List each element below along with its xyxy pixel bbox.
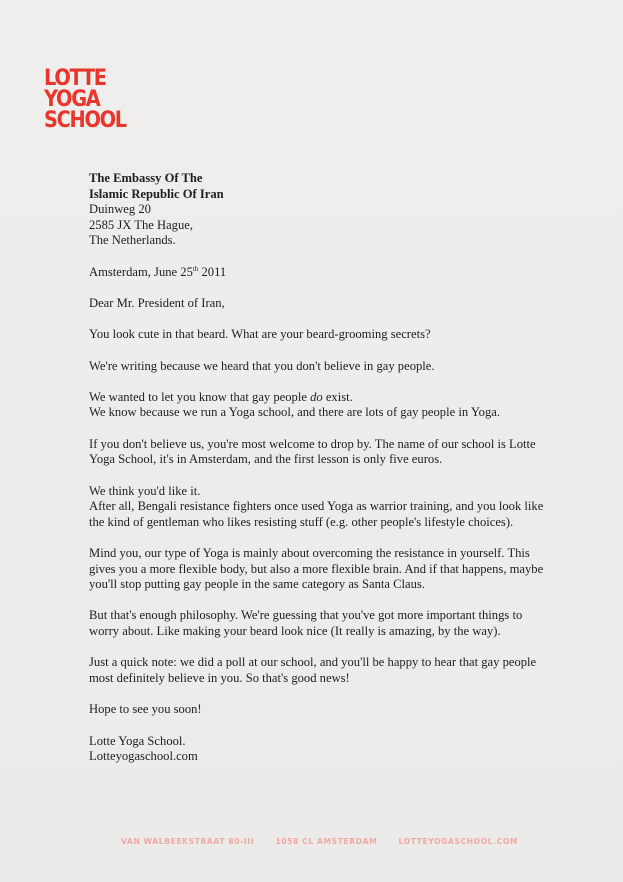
paragraph <box>89 327 549 343</box>
paragraph <box>89 655 549 686</box>
address-line: Islamic Republic Of Iran <box>89 186 224 201</box>
paragraph-line: Mind you, our type of Yoga is mainly about overcoming the resistance in yourself. This <box>89 546 530 560</box>
address-line: Duinweg 20 <box>89 202 151 217</box>
paragraph-line: you'll stop putting gay people in the same category as Santa Claus. <box>89 577 425 592</box>
closing-text: Hope to see you soon! <box>89 702 202 717</box>
paragraph-line: Yoga School, it's in Amsterdam, and the first lesson is only five euros. <box>89 452 443 467</box>
salutation-text: Dear Mr. President of Iran, <box>89 295 225 310</box>
paragraph <box>89 437 549 468</box>
letter-body <box>89 171 549 780</box>
logo-line: SCHOOL <box>44 107 126 133</box>
paragraph-line: You look cute in that beard. What are your beard-grooming secrets? <box>89 327 431 342</box>
date-suffix: th <box>192 264 199 273</box>
paragraph-line: After all, Bengali resistance fighters once used Yoga as warrior training, and you look like <box>89 499 544 514</box>
salutation <box>89 296 549 312</box>
logo-line: LOTTE <box>44 65 106 91</box>
letter-date <box>89 265 549 281</box>
school-logo <box>44 65 126 133</box>
paragraph <box>89 390 549 421</box>
address-line: The Netherlands. <box>89 233 176 248</box>
paragraph-line: the kind of gentleman who likes resisting stuff (e.g. other people's lifestyle choices). <box>89 514 514 529</box>
paragraph-line: worry about. Like making your beard look nice (It really is amazing, by the way). <box>89 624 501 639</box>
footer-street: VAN WALBEEKSTRAAT 80-III <box>121 837 255 846</box>
paragraph-line: We're writing because we heard that you don't believe in gay people. <box>89 358 435 373</box>
closing <box>89 702 549 718</box>
paragraph <box>89 359 549 375</box>
paragraph-line: We know because we run a Yoga school, and there are lots of gay people in Yoga. <box>89 405 500 420</box>
address-line: The Embassy Of The <box>89 171 203 185</box>
letterhead-footer <box>121 837 536 846</box>
footer-website: LOTTEYOGASCHOOL.COM <box>398 837 519 846</box>
paragraph-line: Just a quick note: we did a poll at our school, and you'll be happy to hear that gay people <box>89 655 537 670</box>
paragraph-line: most definitely believe in you. So that's good news! <box>89 670 350 685</box>
date-text: Amsterdam, June 25 <box>89 264 193 279</box>
paragraph-text: exist. <box>322 389 353 404</box>
paragraph-line: If you don't believe us, you're most welcome to drop by. The name of our school is Lotte <box>89 436 536 451</box>
paragraph <box>89 484 549 531</box>
recipient-address <box>89 171 549 249</box>
paragraph-line: We think you'd like it. <box>89 483 201 498</box>
emphasis-text: do <box>310 389 323 404</box>
date-year: 2011 <box>198 264 227 279</box>
paragraph-text: We wanted to let you know that gay people <box>89 389 311 404</box>
footer-city: 1058 CL AMSTERDAM <box>275 837 378 846</box>
address-line: 2585 JX The Hague, <box>89 217 193 232</box>
paragraph <box>89 608 549 639</box>
logo-line: YOGA <box>44 86 100 112</box>
paragraph <box>89 546 549 593</box>
paragraph-line: gives you a more flexible body, but also a more flexible brain. And if that happens, maybe <box>89 561 544 576</box>
paragraph-line: But that's enough philosophy. We're guessing that you've got more important things to <box>89 608 523 623</box>
signature-line: Lotte Yoga School. <box>89 733 186 748</box>
signature-line: Lotteyogaschool.com <box>89 749 198 764</box>
signature <box>89 734 549 765</box>
